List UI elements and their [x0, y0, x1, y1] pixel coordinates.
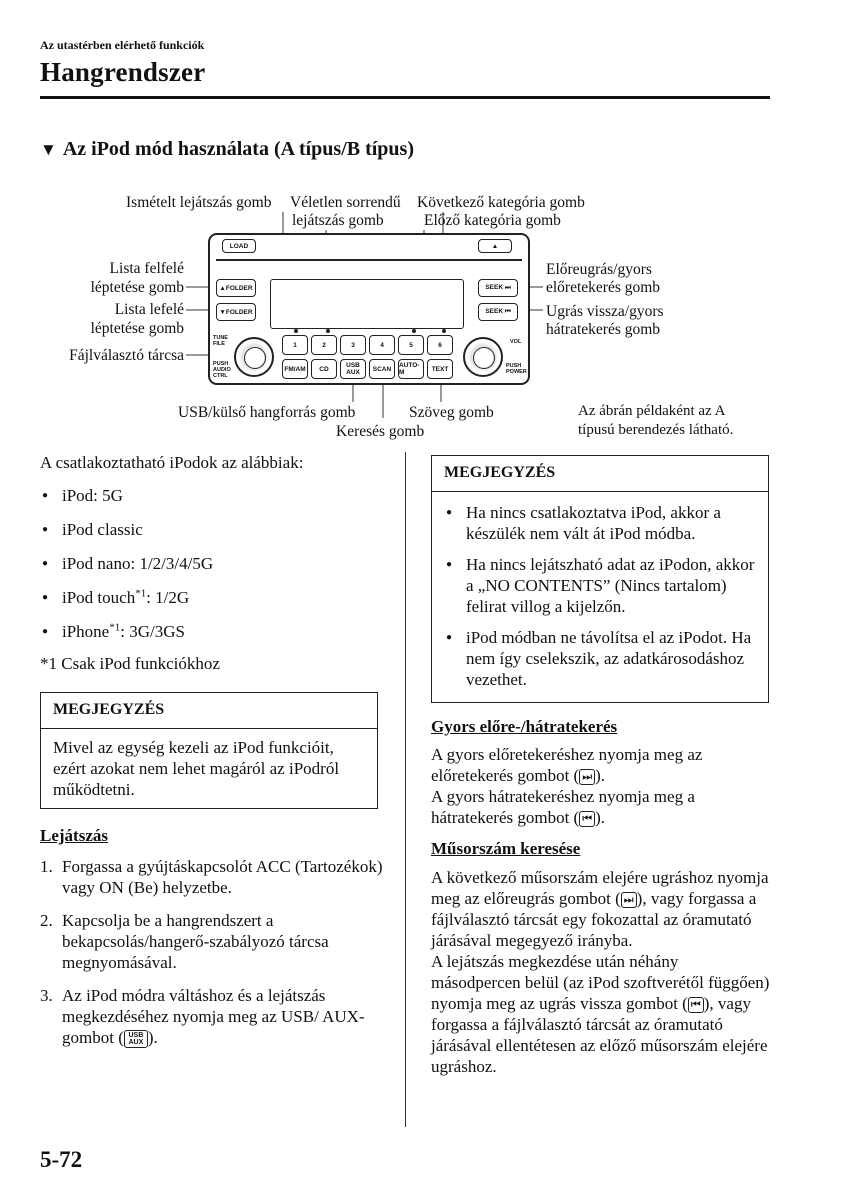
- audio-ctrl-label: [213, 361, 231, 379]
- model-name: iPod touch: [62, 588, 136, 607]
- fast-forward-heading: Gyors előre-/hátratekerés: [431, 717, 618, 736]
- label-folder-down-2: léptetése gomb: [90, 320, 184, 337]
- tune-label-line1: TUNE: [213, 335, 228, 341]
- usb-icon-line2: AUX: [128, 1039, 144, 1046]
- rew-text-b: ).: [595, 808, 606, 827]
- indicator-dot: [412, 329, 416, 333]
- label-prev-category-button: Előző kategória gomb: [424, 212, 561, 229]
- rewind-icon: ⏮: [579, 811, 595, 827]
- step-text: Az iPod módra váltáshoz és a lejátszás megkezdéséhez nyomja meg az USB/ AUX-gombot (: [62, 986, 365, 1047]
- power-label: [506, 363, 527, 375]
- column-divider: [405, 452, 406, 1127]
- usb-aux-button-line1: USB: [346, 362, 360, 369]
- list-item: ● Ha nincs lejátszható adat az iPodon, akkor a „NO CONTENTS” (Nincs tartalom) felirat villog a kijelzőn.: [444, 554, 756, 617]
- label-seek-back-2: hátratekerés gomb: [546, 321, 661, 338]
- load-button[interactable]: LOAD: [222, 239, 256, 253]
- indicator-dot: [442, 329, 446, 333]
- fast-forward-text: [431, 744, 771, 828]
- preset-button-1[interactable]: 1: [282, 335, 308, 355]
- label-repeat-button: Ismételt lejátszás gomb: [126, 194, 272, 211]
- audio-unit-illustration: [208, 233, 530, 385]
- list-item: [40, 587, 385, 608]
- preset-button-2[interactable]: 2: [311, 335, 337, 355]
- label-random-button-1: Véletlen sorrendű: [290, 194, 401, 211]
- seek-forward-button[interactable]: SEEK ⏭: [478, 279, 518, 297]
- power-label-line2: POWER: [506, 369, 527, 375]
- file-select-dial[interactable]: [234, 337, 274, 377]
- step-text: Forgassa a gyújtáskapcsolót ACC (Tartozékok) vagy ON (Be) helyzetbe.: [62, 857, 383, 897]
- diagram-note-line1: Az ábrán példaként az A: [578, 403, 726, 419]
- list-item: ● Ha nincs csatlakoztatva iPod, akkor a készülék nem vált át iPod módba.: [444, 502, 756, 544]
- skip-back-icon: ⏮: [688, 997, 704, 1013]
- fm-am-button[interactable]: FM/AM: [282, 359, 308, 379]
- list-item: [40, 485, 385, 506]
- track-search-text: [431, 867, 771, 1077]
- label-usb-aux-button: USB/külső hangforrás gomb: [178, 404, 356, 421]
- preset-button-5[interactable]: 5: [398, 335, 424, 355]
- auto-m-button[interactable]: AUTO-M: [398, 359, 424, 379]
- ff-text-a: A gyors előretekeréshez nyomja meg az előretekerés gombot (: [431, 745, 703, 785]
- indicator-dot: [294, 329, 298, 333]
- step-item: [40, 910, 385, 973]
- label-seek-back-1: Ugrás vissza/gyors: [546, 303, 664, 320]
- page-number: 5-72: [40, 1147, 83, 1172]
- folder-down-button[interactable]: ▼FOLDER: [216, 303, 256, 321]
- push-label: PUSH: [213, 361, 229, 367]
- diagram-note-line2: típusú berendezés látható.: [578, 422, 734, 438]
- title-rule: [40, 96, 770, 99]
- step-text: Kapcsolja be a hangrendszert a bekapcsolás/hangerő-szabályozó tárcsa megnyomásával.: [62, 911, 329, 972]
- step-number: 1.: [40, 857, 53, 876]
- page-title: Hangrendszer: [40, 57, 206, 87]
- volume-power-dial[interactable]: [463, 337, 503, 377]
- cd-slot: [216, 259, 522, 261]
- note-box-right-body: [432, 492, 768, 702]
- rew-text-a: A gyors hátratekeréshez nyomja meg a hátratekerés gombot (: [431, 787, 695, 827]
- search-text-c: A lejátszás megkezdése után néhány másodpercen belül (az iPod szoftverétől függően) nyomja meg az ugrás vissza gombot (: [431, 952, 770, 1013]
- playback-heading: Lejátszás: [40, 826, 108, 845]
- folder-up-button[interactable]: ▲FOLDER: [216, 279, 256, 297]
- triangle-down-icon: ▼: [40, 140, 57, 159]
- compatible-intro: A csatlakoztatható iPodok az alábbiak:: [40, 453, 304, 472]
- label-seek-forward-2: előretekerés gomb: [546, 279, 661, 296]
- note-box: [40, 692, 378, 809]
- compatible-list: [40, 485, 385, 642]
- subsection-title-text: Az iPod mód használata (A típus/B típus): [62, 138, 414, 160]
- fast-forward-icon: ⏭: [579, 769, 595, 785]
- list-item: [40, 519, 385, 540]
- step-text-end: ).: [147, 1028, 158, 1047]
- footnote-marker: *1: [135, 587, 147, 600]
- note-box-right: [431, 455, 769, 703]
- label-folder-up-1: Lista felfelé: [109, 260, 184, 277]
- label-text-button: Szöveg gomb: [409, 404, 494, 421]
- search-text-d: ), vagy forgassa a fájlválasztó tárcsát az óramutató járásával ellentétesen az előző műsorszám elejére ugráshoz.: [431, 994, 768, 1076]
- list-item: [40, 553, 385, 574]
- text-button[interactable]: TEXT: [427, 359, 453, 379]
- preset-button-6[interactable]: 6: [427, 335, 453, 355]
- diagram-note: [578, 402, 733, 440]
- note-list: [444, 502, 756, 690]
- list-item: [40, 621, 385, 642]
- usb-icon-line1: USB: [128, 1032, 144, 1039]
- label-random-button-2: lejátszás gomb: [292, 212, 384, 229]
- eject-button[interactable]: ▲: [478, 239, 512, 253]
- footnote-marker: *1: [109, 621, 121, 634]
- preset-button-4[interactable]: 4: [369, 335, 395, 355]
- search-text-a: A következő műsorszám elejére ugráshoz nyomja meg az előreugrás gombot (: [431, 868, 769, 908]
- cd-button[interactable]: CD: [311, 359, 337, 379]
- audio-label: AUDIO: [213, 367, 231, 373]
- model-name: iPod nano: 1/2/3/4/5G: [62, 554, 214, 573]
- left-column: [40, 452, 385, 1060]
- step-item: [40, 856, 385, 898]
- skip-forward-icon: ⏭: [621, 892, 637, 908]
- usb-aux-button[interactable]: [340, 359, 366, 379]
- ctrl-label: CTRL: [213, 373, 228, 379]
- scan-button[interactable]: SCAN: [369, 359, 395, 379]
- usb-aux-button-line2: AUX: [346, 369, 360, 376]
- track-search-heading: Műsorszám keresése: [431, 839, 581, 858]
- model-name: iPod classic: [62, 520, 143, 539]
- label-file-dial: Fájlválasztó tárcsa: [69, 347, 184, 364]
- tune-file-label: [213, 335, 228, 347]
- step-number: 2.: [40, 911, 53, 930]
- vol-label: VOL: [510, 339, 522, 345]
- display-screen: [270, 279, 464, 329]
- step-number: 3.: [40, 986, 53, 1005]
- subsection-title: [40, 138, 414, 161]
- step-item: [40, 985, 385, 1048]
- search-text-b: ), vagy forgassa a fájlválasztó tárcsát egy fokozattal az óramutató járásával megegyező irányba.: [431, 889, 757, 950]
- note-box-heading: MEGJEGYZÉS: [41, 693, 377, 729]
- playback-steps: [40, 856, 385, 1048]
- note-box-body: Mivel az egység kezeli az iPod funkcióit, ezért azokat nem lehet magáról az iPodról működtetni.: [53, 738, 340, 799]
- tune-label-line2: FILE: [213, 341, 225, 347]
- note-box-right-heading: MEGJEGYZÉS: [432, 456, 768, 492]
- model-version: : 1/2G: [146, 588, 190, 607]
- footnote: *1 Csak iPod funkciókhoz: [40, 654, 220, 673]
- usb-aux-icon: [124, 1030, 148, 1048]
- preset-button-3[interactable]: 3: [340, 335, 366, 355]
- model-name: iPhone: [62, 622, 110, 641]
- label-folder-down-1: Lista lefelé: [114, 301, 184, 318]
- list-item: ● iPod módban ne távolítsa el az iPodot. Ha nem így cselekszik, az adatkárosodáshoz vezethet.: [444, 627, 756, 690]
- model-version: : 3G/3GS: [120, 622, 185, 641]
- ff-text-b: ).: [595, 766, 606, 785]
- power-label-line1: PUSH: [506, 363, 522, 369]
- model-name: iPod: 5G: [62, 486, 123, 505]
- label-folder-up-2: léptetése gomb: [90, 279, 184, 296]
- right-column: [431, 455, 771, 1077]
- seek-back-button[interactable]: SEEK ⏮: [478, 303, 518, 321]
- section-label: Az utastérben elérhető funkciók: [40, 38, 205, 52]
- indicator-dot: [326, 329, 330, 333]
- label-scan-button: Keresés gomb: [336, 423, 425, 440]
- label-next-category-button: Következő kategória gomb: [417, 194, 585, 211]
- label-seek-forward-1: Előreugrás/gyors: [546, 261, 652, 278]
